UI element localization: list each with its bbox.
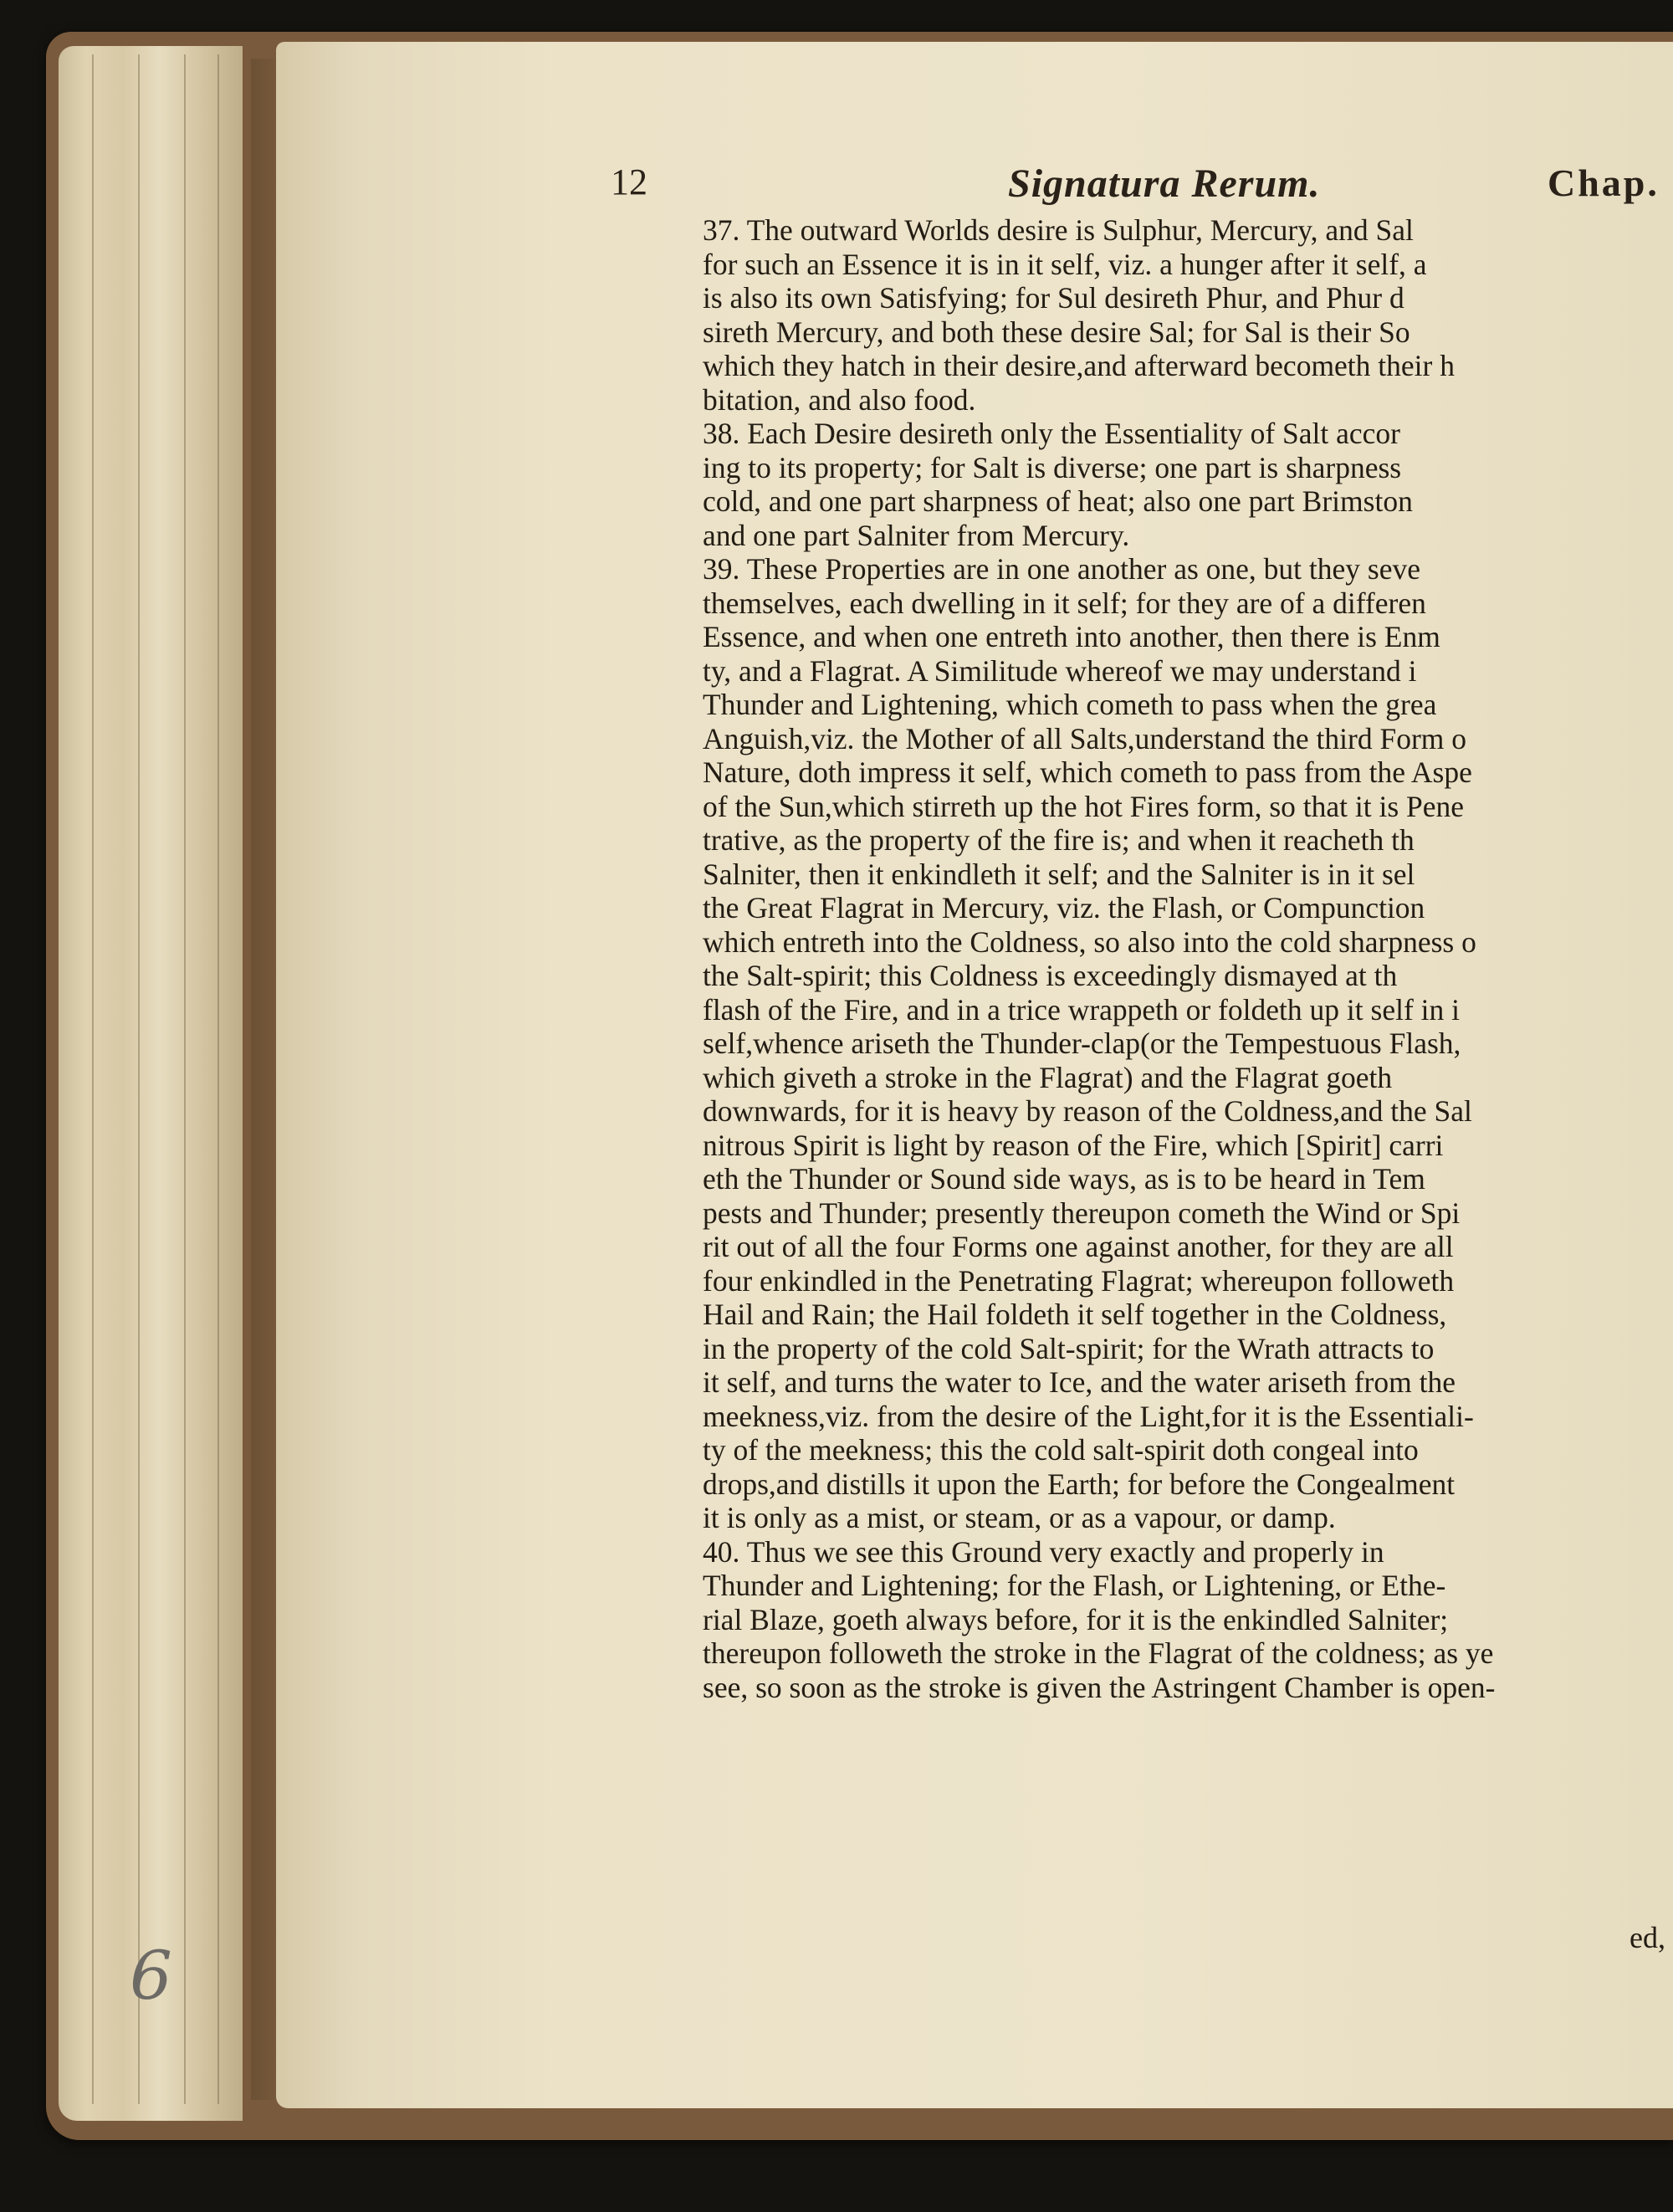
text-line: flash of the Fire, and in a trice wrappeth or foldeth up it self in i [703,992,1460,1027]
text-line: Salniter, then it enkindleth it self; and the Salniter is in it sel [703,857,1415,891]
text-line: pests and Thunder; presently thereupon cometh the Wind or Spi [703,1196,1461,1230]
handwritten-margin-note: 6 [130,1937,172,2015]
text-line: Anguish,viz. the Mother of all Salts,understand the third Form o [703,721,1467,755]
text-line: meekness,viz. from the desire of the Light,for it is the Essentiali- [703,1399,1474,1433]
text-line: Thunder and Lightening, which cometh to pass when the grea [703,688,1437,721]
text-line: it is only as a mist, or steam, or as a vapour, or damp. [703,1501,1336,1534]
body-text [703,213,1673,1920]
text-line: which giveth a stroke in the Flagrat) and the Flagrat goeth [703,1060,1393,1094]
text-line: and one part Salniter from Mercury. [703,518,1130,552]
text-line: Hail and Rain; the Hail foldeth it self together in the Coldness, [703,1298,1447,1331]
text-line: of the Sun,which stirreth up the hot Fires form, so that it is Pene [703,789,1465,823]
text-line: themselves, each dwelling in it self; for they are of a differen [703,586,1426,620]
text-line: for such an Essence it is in it self, viz. a hunger after it self, a [703,247,1427,281]
text-line: four enkindled in the Penetrating Flagrat; whereupon followeth [703,1263,1455,1298]
text-line: cold, and one part sharpness of heat; also one part Brimston [703,484,1413,518]
text-line: which entreth into the Coldness, so also into the cold sharpness o [703,924,1476,959]
chapter-heading: Chap. [1548,161,1660,204]
text-line: 39. These Properties are in one another as one, but they seve [703,552,1420,586]
text-line: nitrous Spirit is light by reason of the Fire, which [Spirit] carri [703,1128,1444,1162]
page-header [0,161,1673,219]
running-title: Signatura Rerum. [1008,161,1321,206]
text-line: it self, and turns the water to Ice, and the water ariseth from the [703,1365,1456,1399]
text-line: ty, and a Flagrat. A Similitude whereof we may understand i [703,653,1417,688]
text-line: in the property of the cold Salt-spirit; for the Wrath attracts to [703,1331,1435,1365]
text-line: Thunder and Lightening; for the Flash, or Lightening, or Ethe- [703,1569,1446,1602]
text-line: sireth Mercury, and both these desire Sal; for Sal is their So [703,315,1410,349]
text-line: the Great Flagrat in Mercury, viz. the Flash, or Compunction [703,891,1425,924]
text-line: the Salt-spirit; this Coldness is exceedingly dismayed at th [703,959,1398,992]
text-line: 37. The outward Worlds desire is Sulphur, Mercury, and Sal [703,213,1414,247]
text-line: rit out of all the four Forms one against another, for they are all [703,1230,1454,1263]
text-line: eth the Thunder or Sound side ways, as is to be heard in Tem [703,1162,1425,1196]
text-line: see, so soon as the stroke is given the Astringent Chamber is open- [703,1670,1496,1704]
text-line: ing to its property; for Salt is diverse; one part is sharpness [703,450,1402,484]
catchword: ed, [1630,1921,1665,1954]
text-line: trative, as the property of the fire is; and when it reacheth th [703,823,1415,857]
page-fore-edge [59,46,243,2121]
page-number: 12 [611,161,647,202]
text-line: thereupon followeth the stroke in the Flagrat of the coldness; as ye [703,1636,1494,1670]
text-line: self,whence ariseth the Thunder-clap(or the Tempestuous Flash, [703,1027,1461,1060]
text-line: downwards, for it is heavy by reason of the Coldness,and the Sal [703,1094,1472,1128]
text-line: which they hatch in their desire,and afterward becometh their h [703,349,1455,382]
text-line: 38. Each Desire desireth only the Essentiality of Salt accor [703,417,1400,450]
text-line: Nature, doth impress it self, which cometh to pass from the Aspe [703,755,1472,789]
text-line: 40. Thus we see this Ground very exactly and properly in [703,1534,1384,1569]
text-line: bitation, and also food. [703,382,976,417]
text-line: is also its own Satisfying; for Sul desireth Phur, and Phur d [703,281,1404,315]
text-line: ty of the meekness; this the cold salt-spirit doth congeal into [703,1433,1419,1467]
text-line: drops,and distills it upon the Earth; for before the Congealment [703,1467,1456,1501]
text-line: rial Blaze, goeth always before, for it is the enkindled Salniter; [703,1602,1449,1636]
text-line: Essence, and when one entreth into another, then there is Enm [703,620,1440,653]
